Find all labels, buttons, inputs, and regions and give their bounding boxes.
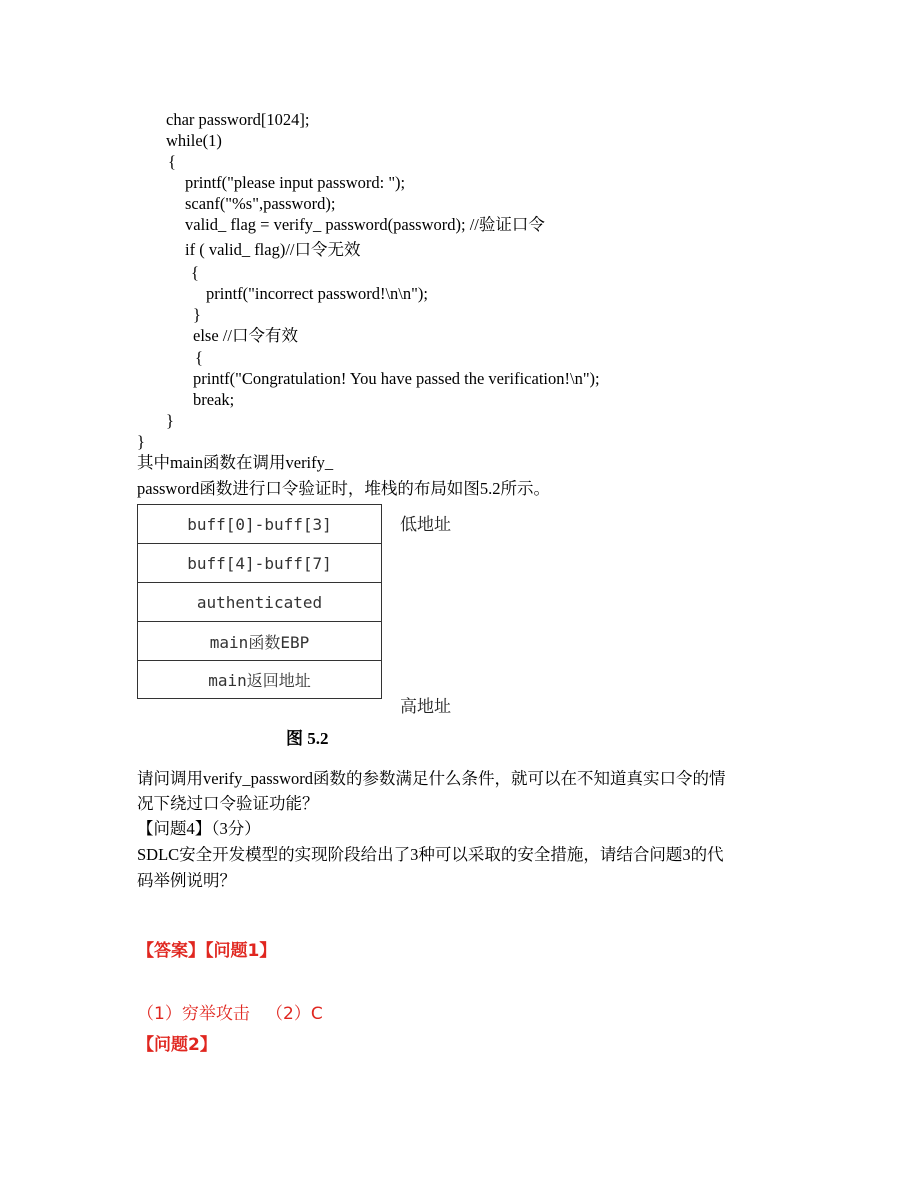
code-line: else //口令有效 — [193, 326, 298, 345]
stack-diagram — [137, 504, 382, 699]
code-line: } — [166, 411, 174, 430]
stack-cell: buff[4]-buff[7] — [137, 543, 382, 582]
figure-caption: 图 5.2 — [286, 729, 329, 748]
code-line: valid_ flag = verify_ password(password); //验证口令 — [185, 215, 545, 234]
code-line: char password[1024]; — [166, 110, 310, 129]
code-line: while(1) — [166, 131, 222, 150]
code-line: scanf("%s",password); — [185, 194, 336, 213]
question-4-line-1: SDLC安全开发模型的实现阶段给出了3种可以采取的安全措施，请结合问题3的代 — [137, 845, 724, 864]
code-line: if ( valid_ flag)//口令无效 — [185, 240, 361, 259]
question-4-line-2: 码举例说明？ — [137, 871, 236, 890]
code-line: } — [193, 305, 201, 324]
stack-cell: main函数EBP — [137, 621, 382, 660]
intro-line-2: password函数进行口令验证时，堆栈的布局如图5.2所示。 — [137, 479, 550, 498]
low-address-label: 低地址 — [400, 515, 451, 535]
code-line: { — [195, 348, 203, 367]
stack-cell: buff[0]-buff[3] — [137, 504, 382, 543]
code-line: printf("please input password: "); — [185, 173, 406, 192]
code-line: printf("Congratulation! You have passed the verification!\n"); — [193, 369, 600, 388]
question-line-2: 况下绕过口令验证功能？ — [137, 794, 319, 813]
stack-cell: authenticated — [137, 582, 382, 621]
code-line: { — [168, 152, 176, 171]
code-line: break; — [193, 390, 235, 409]
question-2-header: 【问题2】 — [137, 1035, 217, 1055]
code-line: printf("incorrect password!\n\n"); — [206, 284, 428, 303]
code-line: } — [137, 432, 145, 451]
question-line-1: 请问调用verify_password函数的参数满足什么条件，就可以在不知道真实口令的情 — [137, 769, 726, 788]
stack-cell: main返回地址 — [137, 660, 382, 699]
high-address-label: 高地址 — [400, 697, 451, 717]
answer-header: 【答案】【问题1】 — [137, 941, 277, 961]
code-line: { — [191, 263, 199, 282]
question-4-title: 【问题4】（3分） — [137, 819, 261, 838]
intro-line-1: 其中main函数在调用verify_ — [137, 453, 334, 472]
answer-1: （1）穷举攻击 （2）C — [137, 1004, 323, 1024]
